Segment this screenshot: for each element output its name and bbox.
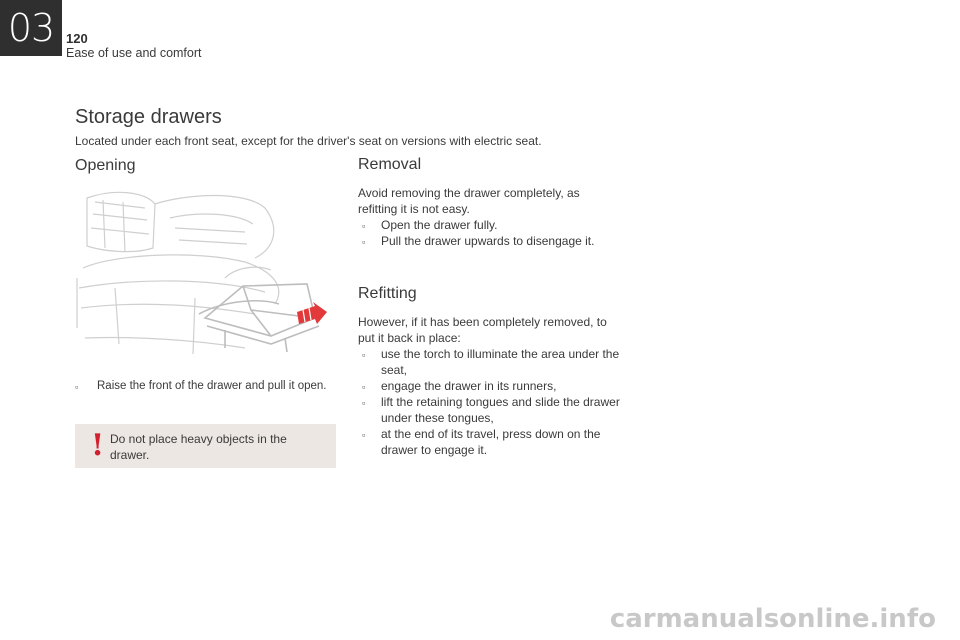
refitting-section [358, 285, 620, 458]
watermark: carmanualsonline.info [609, 604, 936, 634]
refitting-steps [358, 346, 620, 458]
list-item: ▫ Open the drawer fully. [362, 218, 498, 232]
page-title: Storage drawers [75, 106, 222, 128]
list-item: ▫ at the end of its travel, press down on the drawer to engage it. [362, 427, 601, 457]
removal-steps [358, 217, 620, 249]
warning-text: Do not place heavy objects in the drawer. [110, 432, 287, 462]
bullet-icon: ▫ [362, 430, 366, 440]
list-item: ▫ Pull the drawer upwards to disengage it. [362, 234, 595, 248]
bullet-icon: ▫ [362, 237, 366, 247]
removal-section [358, 156, 620, 249]
page-number: 120 [66, 31, 88, 46]
opening-title: Opening [75, 157, 136, 174]
refitting-title: Refitting [358, 285, 417, 302]
bullet-icon: ▫ [362, 398, 366, 408]
warning-box [75, 424, 336, 468]
chapter-tab: 03 [0, 0, 62, 56]
opening-step-text: Raise the front of the drawer and pull it open. [97, 380, 327, 392]
removal-paragraph: Avoid removing the drawer completely, as refitting it is not easy. [358, 186, 580, 216]
bullet-icon: ▫ [362, 350, 366, 360]
bullet-icon: ▫ [75, 382, 79, 392]
intro-text: Located under each front seat, except for the driver's seat on versions with electric seat. [75, 134, 542, 148]
bullet-icon: ▫ [362, 221, 366, 231]
list-item: ▫ lift the retaining tongues and slide the drawer under these tongues, [362, 395, 620, 425]
opening-step [75, 379, 327, 395]
removal-title: Removal [358, 156, 422, 173]
list-item: ▫ engage the drawer in its runners, [362, 379, 557, 393]
section-heading: Ease of use and comfort [66, 46, 202, 60]
bullet-icon: ▫ [362, 382, 366, 392]
refitting-paragraph: However, if it has been completely removed, to put it back in place: [358, 315, 607, 345]
list-item: ▫ use the torch to illuminate the area under the seat, [362, 347, 620, 377]
exclamation-icon: ! [91, 428, 105, 463]
seat-drawer-illustration [75, 188, 337, 360]
